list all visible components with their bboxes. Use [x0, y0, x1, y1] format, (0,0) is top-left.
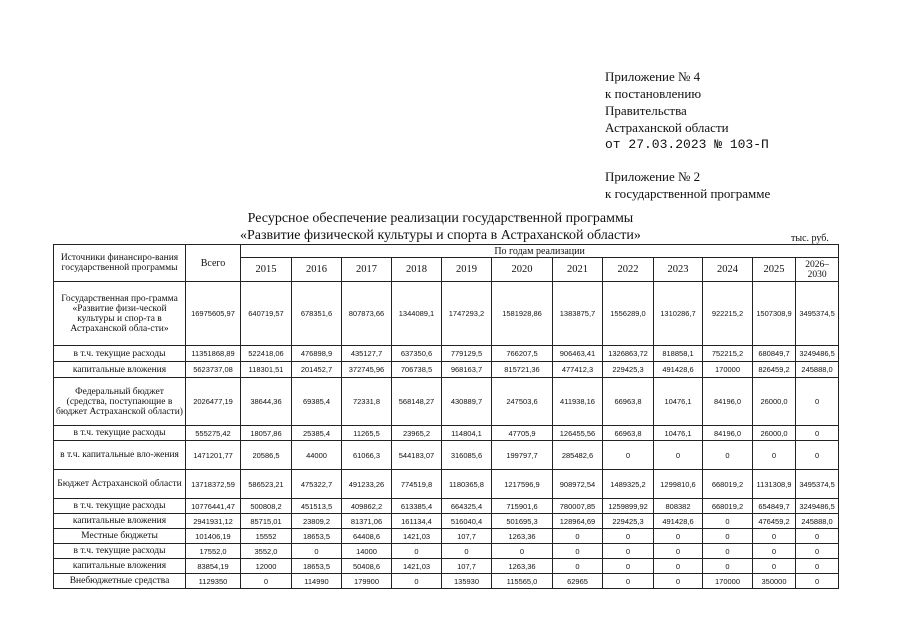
- total-cell: 101406,19: [186, 529, 241, 544]
- value-cell: 0: [703, 529, 753, 544]
- source-label: Государственная про-грамма «Развитие физи-ческой культуры и спор-та в Астраханской обла-сти»: [54, 282, 186, 346]
- value-cell: 66963,8: [603, 378, 654, 426]
- total-cell: 5623737,08: [186, 362, 241, 378]
- value-cell: 613385,4: [392, 499, 442, 514]
- value-cell: 0: [241, 574, 292, 589]
- value-cell: 491428,6: [654, 514, 703, 529]
- value-cell: 1581928,86: [492, 282, 553, 346]
- table-row: [54, 282, 839, 346]
- value-cell: 107,7: [442, 529, 492, 544]
- value-cell: 0: [753, 559, 796, 574]
- value-cell: 1299810,6: [654, 470, 703, 499]
- value-cell: 678351,6: [292, 282, 342, 346]
- value-cell: 199797,7: [492, 441, 553, 470]
- value-cell: 1489325,2: [603, 470, 654, 499]
- value-cell: 3249486,5: [796, 499, 839, 514]
- value-cell: 544183,07: [392, 441, 442, 470]
- table-row: [54, 544, 839, 559]
- value-cell: 14000: [342, 544, 392, 559]
- table-row: [54, 529, 839, 544]
- year-header: 2018: [392, 258, 442, 282]
- value-cell: 0: [703, 514, 753, 529]
- value-cell: 38644,36: [241, 378, 292, 426]
- value-cell: 3249486,5: [796, 346, 839, 362]
- header-order-line: от 27.03.2023 № 103-П: [605, 137, 769, 152]
- value-cell: 229425,3: [603, 514, 654, 529]
- value-cell: 516040,4: [442, 514, 492, 529]
- value-cell: 0: [753, 529, 796, 544]
- value-cell: 1263,36: [492, 529, 553, 544]
- value-cell: 135930: [442, 574, 492, 589]
- value-cell: 807873,66: [342, 282, 392, 346]
- value-cell: 0: [603, 441, 654, 470]
- total-cell: 10776441,47: [186, 499, 241, 514]
- value-cell: 316085,6: [442, 441, 492, 470]
- total-cell: 555275,42: [186, 426, 241, 441]
- value-cell: 3495374,5: [796, 470, 839, 499]
- value-cell: 1421,03: [392, 529, 442, 544]
- value-cell: 1310286,7: [654, 282, 703, 346]
- year-header: 2026–2030: [796, 258, 839, 282]
- source-label: в т.ч. капитальные вло-жения: [54, 441, 186, 470]
- value-cell: 715901,6: [492, 499, 553, 514]
- value-cell: 475322,7: [292, 470, 342, 499]
- year-header: 2019: [442, 258, 492, 282]
- value-cell: 409862,2: [342, 499, 392, 514]
- title-line-2: «Развитие физической культуры и спорта в Астраханской области»: [240, 228, 641, 243]
- value-cell: 66963,8: [603, 426, 654, 441]
- value-cell: 0: [492, 544, 553, 559]
- table-row: [54, 559, 839, 574]
- value-cell: 668019,2: [703, 499, 753, 514]
- value-cell: 477412,3: [553, 362, 603, 378]
- value-cell: 0: [442, 544, 492, 559]
- value-cell: 0: [392, 544, 442, 559]
- approval-header: [605, 68, 770, 202]
- value-cell: 0: [553, 559, 603, 574]
- value-cell: 0: [553, 544, 603, 559]
- total-cell: 83854,19: [186, 559, 241, 574]
- value-cell: 118301,51: [241, 362, 292, 378]
- source-label: капитальные вложения: [54, 514, 186, 529]
- value-cell: 0: [603, 544, 654, 559]
- value-cell: 61066,3: [342, 441, 392, 470]
- value-cell: 0: [654, 529, 703, 544]
- value-cell: 818858,1: [654, 346, 703, 362]
- value-cell: 501695,3: [492, 514, 553, 529]
- value-cell: 12000: [241, 559, 292, 574]
- table-row: [54, 426, 839, 441]
- source-label: Местные бюджеты: [54, 529, 186, 544]
- value-cell: 411938,16: [553, 378, 603, 426]
- value-cell: 0: [796, 441, 839, 470]
- value-cell: 0: [654, 441, 703, 470]
- value-cell: 968163,7: [442, 362, 492, 378]
- value-cell: 491233,26: [342, 470, 392, 499]
- value-cell: 826459,2: [753, 362, 796, 378]
- value-cell: 0: [796, 544, 839, 559]
- value-cell: 85715,01: [241, 514, 292, 529]
- value-cell: 69385,4: [292, 378, 342, 426]
- value-cell: 0: [603, 559, 654, 574]
- value-cell: 62965: [553, 574, 603, 589]
- value-cell: 808382: [654, 499, 703, 514]
- value-cell: 64408,6: [342, 529, 392, 544]
- value-cell: 0: [703, 544, 753, 559]
- table-row: [54, 346, 839, 362]
- value-cell: 11265,5: [342, 426, 392, 441]
- value-cell: 0: [654, 544, 703, 559]
- value-cell: 10476,1: [654, 378, 703, 426]
- value-cell: 0: [603, 574, 654, 589]
- header-line-6: Приложение № 2: [605, 169, 701, 184]
- value-cell: 0: [796, 559, 839, 574]
- value-cell: 26000,0: [753, 378, 796, 426]
- value-cell: 350000: [753, 574, 796, 589]
- value-cell: 0: [796, 426, 839, 441]
- value-cell: 1217596,9: [492, 470, 553, 499]
- source-label: капитальные вложения: [54, 362, 186, 378]
- value-cell: 1131308,9: [753, 470, 796, 499]
- year-header: 2022: [603, 258, 654, 282]
- value-cell: 1259899,92: [603, 499, 654, 514]
- year-header: 2021: [553, 258, 603, 282]
- value-cell: 568148,27: [392, 378, 442, 426]
- year-header: 2016: [292, 258, 342, 282]
- value-cell: 500808,2: [241, 499, 292, 514]
- value-cell: 430889,7: [442, 378, 492, 426]
- value-cell: 451513,5: [292, 499, 342, 514]
- value-cell: 170000: [703, 574, 753, 589]
- value-cell: 779129,5: [442, 346, 492, 362]
- value-cell: 706738,5: [392, 362, 442, 378]
- value-cell: 680849,7: [753, 346, 796, 362]
- value-cell: 668019,2: [703, 470, 753, 499]
- total-cell: 1471201,77: [186, 441, 241, 470]
- total-cell: 17552,0: [186, 544, 241, 559]
- header-line-1: Приложение № 4: [605, 69, 701, 84]
- value-cell: 84196,0: [703, 378, 753, 426]
- table-row: [54, 499, 839, 514]
- value-cell: 1263,36: [492, 559, 553, 574]
- total-cell: 2026477,19: [186, 378, 241, 426]
- value-cell: 752215,2: [703, 346, 753, 362]
- value-cell: 50408,6: [342, 559, 392, 574]
- value-cell: 114990: [292, 574, 342, 589]
- value-cell: 664325,4: [442, 499, 492, 514]
- value-cell: 0: [703, 559, 753, 574]
- value-cell: 179900: [342, 574, 392, 589]
- value-cell: 0: [796, 574, 839, 589]
- value-cell: 0: [753, 544, 796, 559]
- value-cell: 0: [654, 574, 703, 589]
- value-cell: 285482,6: [553, 441, 603, 470]
- value-cell: 72331,8: [342, 378, 392, 426]
- value-cell: 476898,9: [292, 346, 342, 362]
- year-header: 2025: [753, 258, 796, 282]
- value-cell: 245888,0: [796, 362, 839, 378]
- value-cell: 23965,2: [392, 426, 442, 441]
- value-cell: 20586,5: [241, 441, 292, 470]
- value-cell: 247503,6: [492, 378, 553, 426]
- value-cell: 47705,9: [492, 426, 553, 441]
- value-cell: 435127,7: [342, 346, 392, 362]
- value-cell: 81371,06: [342, 514, 392, 529]
- value-cell: 0: [796, 529, 839, 544]
- value-cell: 0: [392, 574, 442, 589]
- value-cell: 906463,41: [553, 346, 603, 362]
- value-cell: 815721,36: [492, 362, 553, 378]
- value-cell: 766207,5: [492, 346, 553, 362]
- source-label: в т.ч. текущие расходы: [54, 499, 186, 514]
- source-label: Бюджет Астраханской области: [54, 470, 186, 499]
- header-line-7: к государственной программе: [605, 186, 771, 201]
- source-label: капитальные вложения: [54, 559, 186, 574]
- value-cell: 780007,85: [553, 499, 603, 514]
- table-row: [54, 378, 839, 426]
- value-cell: 201452,7: [292, 362, 342, 378]
- total-cell: 13718372,59: [186, 470, 241, 499]
- value-cell: 245888,0: [796, 514, 839, 529]
- value-cell: 0: [654, 559, 703, 574]
- value-cell: 1507308,9: [753, 282, 796, 346]
- value-cell: 3495374,5: [796, 282, 839, 346]
- value-cell: 0: [603, 529, 654, 544]
- value-cell: 44000: [292, 441, 342, 470]
- header-line-3: Правительства: [605, 103, 687, 118]
- value-cell: 1421,03: [392, 559, 442, 574]
- value-cell: 15552: [241, 529, 292, 544]
- value-cell: 654849,7: [753, 499, 796, 514]
- value-cell: 170000: [703, 362, 753, 378]
- value-cell: 115565,0: [492, 574, 553, 589]
- value-cell: 1556289,0: [603, 282, 654, 346]
- value-cell: 372745,96: [342, 362, 392, 378]
- value-cell: 1747293,2: [442, 282, 492, 346]
- value-cell: 476459,2: [753, 514, 796, 529]
- value-cell: 640719,57: [241, 282, 292, 346]
- table-row: [54, 362, 839, 378]
- header-line-4: Астраханской области: [605, 120, 729, 135]
- source-column-header: Источники финансиро-вания государственной программы: [54, 245, 186, 282]
- value-cell: 18057,86: [241, 426, 292, 441]
- value-cell: 10476,1: [654, 426, 703, 441]
- value-cell: 0: [703, 441, 753, 470]
- value-cell: 0: [753, 441, 796, 470]
- source-label: в т.ч. текущие расходы: [54, 346, 186, 362]
- table-row: [54, 514, 839, 529]
- value-cell: 126455,56: [553, 426, 603, 441]
- year-header: 2023: [654, 258, 703, 282]
- year-header: 2015: [241, 258, 292, 282]
- year-header: 2020: [492, 258, 553, 282]
- value-cell: 1383875,7: [553, 282, 603, 346]
- resource-table: [53, 244, 839, 589]
- year-header: 2024: [703, 258, 753, 282]
- total-cell: 2941931,12: [186, 514, 241, 529]
- title-line-1: Ресурсное обеспечение реализации государственной программы: [247, 211, 634, 226]
- value-cell: 491428,6: [654, 362, 703, 378]
- value-cell: 1326863,72: [603, 346, 654, 362]
- value-cell: 114804,1: [442, 426, 492, 441]
- total-column-header: Всего: [186, 245, 241, 282]
- value-cell: 84196,0: [703, 426, 753, 441]
- value-cell: 922215,2: [703, 282, 753, 346]
- value-cell: 128964,69: [553, 514, 603, 529]
- total-cell: 16975605,97: [186, 282, 241, 346]
- total-cell: 11351868,89: [186, 346, 241, 362]
- value-cell: 18653,5: [292, 559, 342, 574]
- source-label: Федеральный бюджет (средства, поступающие в бюджет Астраханской области): [54, 378, 186, 426]
- value-cell: 0: [292, 544, 342, 559]
- value-cell: 229425,3: [603, 362, 654, 378]
- value-cell: 25385,4: [292, 426, 342, 441]
- source-label: в т.ч. текущие расходы: [54, 426, 186, 441]
- years-group-header: По годам реализации: [241, 245, 839, 258]
- year-header: 2017: [342, 258, 392, 282]
- value-cell: 3552,0: [241, 544, 292, 559]
- total-cell: 1129350: [186, 574, 241, 589]
- value-cell: 522418,06: [241, 346, 292, 362]
- source-label: Внебюджетные средства: [54, 574, 186, 589]
- units-label: тыс. руб.: [791, 233, 829, 244]
- value-cell: 18653,5: [292, 529, 342, 544]
- value-cell: 1180365,8: [442, 470, 492, 499]
- source-label: в т.ч. текущие расходы: [54, 544, 186, 559]
- value-cell: 161134,4: [392, 514, 442, 529]
- value-cell: 774519,8: [392, 470, 442, 499]
- table-row: [54, 574, 839, 589]
- value-cell: 586523,21: [241, 470, 292, 499]
- header-line-2: к постановлению: [605, 86, 702, 101]
- value-cell: 107,7: [442, 559, 492, 574]
- value-cell: 1344089,1: [392, 282, 442, 346]
- value-cell: 23809,2: [292, 514, 342, 529]
- value-cell: 637350,6: [392, 346, 442, 362]
- document-title: [240, 210, 641, 244]
- value-cell: 26000,0: [753, 426, 796, 441]
- value-cell: 0: [553, 529, 603, 544]
- table-row: [54, 470, 839, 499]
- value-cell: 0: [796, 378, 839, 426]
- table-row: [54, 441, 839, 470]
- value-cell: 908972,54: [553, 470, 603, 499]
